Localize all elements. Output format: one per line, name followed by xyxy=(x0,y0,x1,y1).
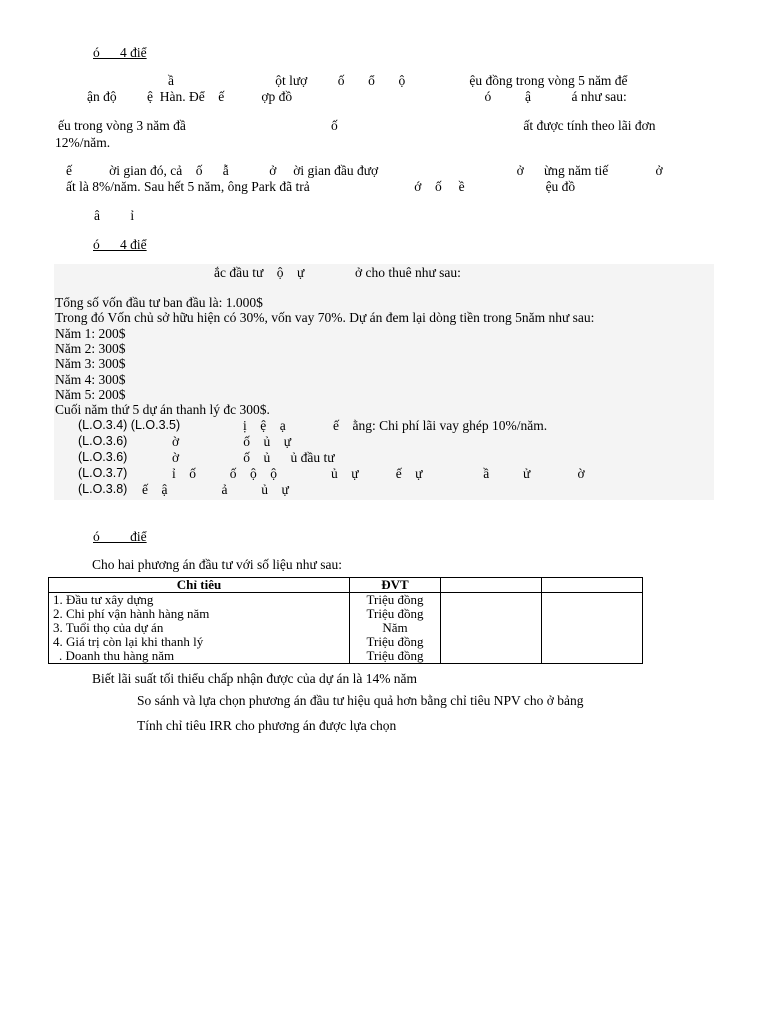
section2-question-5-text: ế ậ ả ủ ự xyxy=(142,482,289,497)
section2-line-6: Năm 5: 200$ xyxy=(55,387,126,402)
section1-paragraph2-line2: 12%/năm. xyxy=(55,135,111,150)
table-cell-empty xyxy=(441,621,542,635)
section2-line-4: Năm 3: 300$ xyxy=(55,356,126,371)
table-cell-empty xyxy=(441,649,542,664)
section2-question-3-code: (L.O.3.6) xyxy=(78,450,128,464)
table-cell-unit: Triệu đồng xyxy=(350,607,441,621)
table-header-option-a xyxy=(441,578,542,593)
section2-question-1-text: ị ệ ạ ế ằng: Chi phí lãi vay ghép 10%/năm. xyxy=(243,418,548,433)
section1-paragraph3-line2: ất là 8%/năm. Sau hết 5 năm, ông Park đã trả ớ ố ề ệu đồ xyxy=(66,179,576,194)
section2-question-3-text: ờ ố ủ ủ đầu tư xyxy=(172,450,335,465)
section2-heading: ó 4 điể xyxy=(93,237,147,252)
section1-paragraph4: â ỉ xyxy=(94,208,135,223)
section3-question-2: Tính chỉ tiêu IRR cho phương án được lựa chọn xyxy=(137,718,397,733)
section2-line-1: Trong đó Vốn chủ sở hữu hiện có 30%, vốn vay 70%. Dự án đem lại dòng tiền trong 5năm như sau: xyxy=(55,310,595,325)
section1-paragraph1-line1: ầ ột lượ ố ổ ộ ệu đồng trong vòng 5 năm để xyxy=(168,73,628,88)
table-header-indicator: Chỉ tiêu xyxy=(49,578,350,593)
section2-question-4-code: (L.O.3.7) xyxy=(78,466,128,480)
section1-paragraph1-line2: ận độ ệ Hàn. Để ế ợp đồ ó ậ á như sau: xyxy=(87,89,627,104)
section2-question-2-code: (L.O.3.6) xyxy=(78,434,128,448)
table-cell-unit: Triệu đồng xyxy=(350,593,441,608)
table-row xyxy=(49,621,643,635)
table-row xyxy=(49,635,643,649)
investment-options-table xyxy=(48,577,643,664)
section2-intro: ắc đầu tư ộ ự ở cho thuê như sau: xyxy=(214,265,461,280)
table-cell-empty xyxy=(441,607,542,621)
section2-line-0: Tổng số vốn đầu tư ban đầu là: 1.000$ xyxy=(55,295,263,310)
section2-line-3: Năm 2: 300$ xyxy=(55,341,126,356)
table-row xyxy=(49,593,643,608)
section2-line-7: Cuối năm thứ 5 dự án thanh lý đc 300$. xyxy=(55,402,270,417)
table-header-option-b xyxy=(542,578,643,593)
section1-paragraph3-line1: ế ời gian đó, cả ố ẫ ở ời gian đầu đượ ở ừng năm tiế ở xyxy=(66,163,663,178)
table-header-unit: ĐVT xyxy=(350,578,441,593)
section2-question-1-code: (L.O.3.4) (L.O.3.5) xyxy=(78,418,181,432)
table-cell-indicator: 1. Đầu tư xây dựng xyxy=(49,593,350,608)
table-cell-indicator: 3. Tuổi thọ của dự án xyxy=(49,621,350,635)
table-cell-empty xyxy=(441,635,542,649)
section2-line-5: Năm 4: 300$ xyxy=(55,372,126,387)
table-cell-empty xyxy=(542,621,643,635)
section2-question-4-text: ỉ ố ố ộ ộ ủ ự ế ự ầ ử ờ xyxy=(172,466,585,481)
table-cell-empty xyxy=(542,649,643,664)
table-row xyxy=(49,649,643,664)
section3-note: Biết lãi suất tối thiểu chấp nhận được của dự án là 14% năm xyxy=(92,671,418,686)
section2-line-2: Năm 1: 200$ xyxy=(55,326,126,341)
section1-heading: ó 4 điể xyxy=(93,45,147,60)
table-row xyxy=(49,607,643,621)
table-cell-indicator: 4. Giá trị còn lại khi thanh lý xyxy=(49,635,350,649)
table-cell-empty xyxy=(542,607,643,621)
section3-intro: Cho hai phương án đầu tư với số liệu như sau: xyxy=(92,557,342,572)
section2-question-5-code: (L.O.3.8) xyxy=(78,482,128,496)
section3-question-1: So sánh và lựa chọn phương án đầu tư hiệu quả hơn bằng chỉ tiêu NPV cho ở bảng xyxy=(137,693,584,708)
section3-heading: ó điể xyxy=(93,529,147,544)
table-cell-empty xyxy=(441,593,542,608)
table-cell-empty xyxy=(542,635,643,649)
table-cell-indicator: 2. Chi phí vận hành hàng năm xyxy=(49,607,350,621)
table-cell-indicator: . Doanh thu hàng năm xyxy=(49,649,350,664)
table-header-row xyxy=(49,578,643,593)
table-cell-unit: Triệu đồng xyxy=(350,635,441,649)
table-cell-unit: Triệu đồng xyxy=(350,649,441,664)
section2-question-2-text: ờ ố ủ ự xyxy=(172,434,292,449)
table-cell-unit: Năm xyxy=(350,621,441,635)
section1-paragraph2-line1: ếu trong vòng 3 năm đầ ố ất được tính theo lãi đơn xyxy=(58,118,656,133)
table-cell-empty xyxy=(542,593,643,608)
